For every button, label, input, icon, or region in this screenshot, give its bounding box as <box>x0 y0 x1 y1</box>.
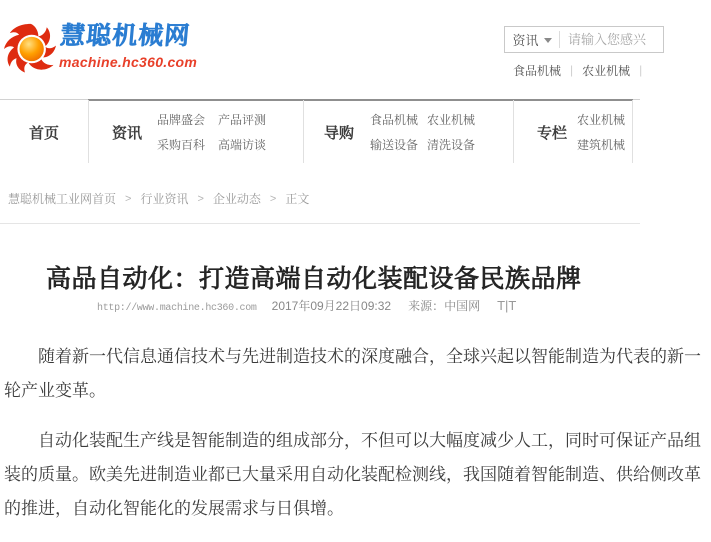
nav-item-home[interactable]: 首页 <box>28 125 59 142</box>
nav-sublink-agriculture-machinery-2[interactable]: 农业机械 <box>577 113 626 127</box>
nav-sublink-procurement-wiki[interactable]: 采购百科 <box>157 138 206 152</box>
breadcrumb-separator: > <box>197 192 204 205</box>
quick-link-food-machinery[interactable]: 食品机械 <box>513 63 562 78</box>
main-nav <box>0 99 640 165</box>
article-paragraph: 自动化装配生产线是智能制造的组成部分，不但可以大幅度减少人工，同时可保证产品组装的质量。欧美先进制造业都已大量采用自动化装配检测线，我国随着智能制造、供给侧改革的推进，自动化智能化的发展需求与日俱增。 <box>4 431 701 518</box>
search-box <box>504 26 664 53</box>
font-size-toggle[interactable]: T|T <box>497 298 517 313</box>
search-category-label: 资讯 <box>512 33 539 48</box>
breadcrumb-industry-news[interactable]: 行业资讯 <box>140 192 189 206</box>
site-domain: machine.hc360.com <box>59 54 198 70</box>
site-header <box>0 0 643 99</box>
nav-divider <box>632 100 633 164</box>
nav-sublink-interview[interactable]: 高端访谈 <box>218 138 267 152</box>
article-meta <box>97 297 516 314</box>
nav-item-news[interactable]: 资讯 <box>112 125 143 142</box>
nav-sublink-construction-machinery[interactable]: 建筑机械 <box>577 138 626 152</box>
article-source: 来源：中国网 <box>408 299 481 313</box>
nav-item-guide[interactable]: 导购 <box>324 125 355 142</box>
breadcrumb-separator: > <box>269 192 277 205</box>
article-paragraph: 随着新一代信息通信技术与先进制造技术的深度融合，全球兴起以智能制造为代表的新一轮产业变革。 <box>4 347 701 400</box>
breadcrumb-current-article: 正文 <box>285 192 310 206</box>
article-source-url: http://www.machine.hc360.com <box>97 303 257 314</box>
breadcrumb <box>8 190 309 207</box>
breadcrumb-bar <box>0 163 640 224</box>
nav-divider <box>303 100 304 164</box>
nav-sublink-food-machinery[interactable]: 食品机械 <box>370 113 419 127</box>
search-input[interactable] <box>560 27 663 52</box>
nav-divider <box>513 100 514 164</box>
nav-divider <box>88 100 89 164</box>
header-quick-links <box>513 61 642 79</box>
site-name: 慧聪机械网 <box>58 22 192 50</box>
article-title: 高品自动化：打造高端自动化装配设备民族品牌 <box>46 264 582 293</box>
chevron-down-icon <box>544 38 552 43</box>
nav-sublink-cleaning-equipment[interactable]: 清洗设备 <box>427 138 476 152</box>
article-body <box>4 340 711 542</box>
nav-sublink-brand-event[interactable]: 品牌盛会 <box>157 113 206 127</box>
flame-logo-icon <box>3 23 57 75</box>
nav-top-accent <box>88 99 633 101</box>
breadcrumb-company-news[interactable]: 企业动态 <box>212 192 261 206</box>
quick-link-separator: | <box>639 63 643 77</box>
article-date: 2017年09月22日09:32 <box>271 299 392 313</box>
nav-sublink-product-review[interactable]: 产品评测 <box>218 113 267 127</box>
quick-link-separator: | <box>570 63 574 77</box>
quick-link-agriculture-machinery[interactable]: 农业机械 <box>582 63 631 78</box>
breadcrumb-home[interactable]: 慧聪机械工业网首页 <box>8 192 117 206</box>
nav-sublink-agriculture-machinery[interactable]: 农业机械 <box>427 113 476 127</box>
nav-item-column[interactable]: 专栏 <box>537 125 568 142</box>
search-category-dropdown[interactable] <box>505 27 559 52</box>
nav-sublink-conveying-equipment[interactable]: 输送设备 <box>370 138 419 152</box>
breadcrumb-separator: > <box>125 192 132 205</box>
site-logo[interactable] <box>3 21 213 77</box>
